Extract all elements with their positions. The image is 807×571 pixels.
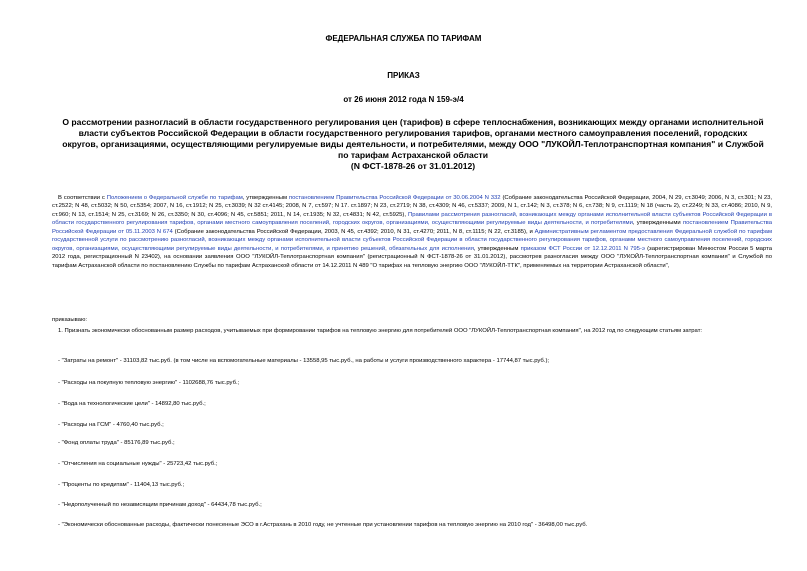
order-word: приказываю: bbox=[52, 317, 88, 323]
agency-title: ФЕДЕРАЛЬНАЯ СЛУЖБА ПО ТАРИФАМ bbox=[325, 34, 482, 43]
preamble-paragraph bbox=[52, 194, 772, 270]
doc-subject bbox=[58, 117, 768, 172]
link-admin-regulation[interactable]: Административным регламентом предоставления Федеральной службой по тарифам государственной услуги по рассмотрению разногласий, возникающих между органами исполнительной власти субъектов Российской Федерации в области государственного регулирования тарифов, органами местного самоуправления поселений, городских округов, организациями, осуществляющими регулируемые виды деятельности, и потребителями, и принятию решений, обязательных для исполнения bbox=[52, 228, 772, 252]
expense-item: - "Экономически обоснованные расходы, фактически понесенные ЭСО в г.Астрахань в 2010 году, не учтенные при установлении тарифов на тепловую энергию на 2010 год" - 36498,00 тыс.руб. bbox=[58, 522, 588, 528]
preamble-text: В соответствии с bbox=[58, 195, 107, 201]
preamble-text: , утвержденным bbox=[242, 195, 289, 201]
subject-line: власти субъектов Российской Федерации в области государственного регулирования тарифов, органами местного самоуправления поселений, городских bbox=[78, 128, 748, 138]
subject-line: (N ФСТ-1878-26 от 31.01.2012) bbox=[350, 161, 476, 171]
preamble-text: , утвержденным bbox=[473, 245, 521, 252]
link-dispute-rules[interactable]: Правилами рассмотрения разногласий, возникающих между органами исполнительной власти субъектов Российской Федерации в области государственного регулирования тарифов, органами местного самоуправления поселений, городских округов, организациями, осуществляющими регулируемые виды деятельности, и потребителями bbox=[52, 211, 772, 227]
link-resolution-674[interactable]: постановлением Правительства Российской Федерации от 05.11.2003 N 674 bbox=[52, 220, 773, 235]
expense-item: - "Проценты по кредитам" - 11404,13 тыс.руб.; bbox=[58, 482, 185, 488]
expense-item: - "Отчисления на социальные нужды" - 25723,42 тыс.руб.; bbox=[58, 461, 218, 467]
expense-item: - "Расходы на покупную тепловую энергию" - 1102688,76 тыс.руб.; bbox=[58, 380, 240, 386]
link-fst-regulation[interactable]: Положением о Федеральной службе по тарифам bbox=[106, 195, 243, 201]
preamble-text: (зарегистрирован Минюстом России 5 марта 2012 года, регистрационный N 23402), на основании заявления ООО "ЛУКОЙЛ-Теплотранспортная компания" (регистрационный N ФСТ-1878-26 от 31.01.2012), рассмотрев разногласия между ООО "ЛУКОЙЛ-Теплотранспортная компания" и Службой по тарифам Астраханской области по постановлению Службы по тарифам Астраханской области от 14.12.2011 N 489 "О тарифах на тепловую энергию ООО "ЛУКОЙЛ-ТТК", применяемых на территории Астраханской области", bbox=[52, 245, 772, 269]
expense-item: - "Расходы на ГСМ" - 4760,40 тыс.руб.; bbox=[58, 422, 164, 428]
preamble-text: , утвержденными bbox=[632, 220, 683, 227]
subject-line: О рассмотрении разногласий в области государственного регулирования цен (тарифов) в сфере теплоснабжения, возникающих между органами исполнительной bbox=[62, 117, 764, 127]
expense-item: - "Недополученный по независящим причинам доход" - 64434,78 тыс.руб.; bbox=[58, 502, 262, 508]
subject-line: по тарифам Астраханской области bbox=[338, 150, 488, 160]
doc-date-number: от 26 июня 2012 года N 159-э/4 bbox=[343, 95, 464, 104]
item-1: 1. Признать экономически обоснованным размер расходов, учитываемых при формировании тарифов на тепловую энергию для потребителей ООО "ЛУКОЙЛ-Теплотранспортная компания", на 2012 год по следующим статьям затрат: bbox=[58, 328, 703, 334]
link-order-795[interactable]: приказом ФСТ России от 12.12.2011 N 795-э bbox=[520, 245, 645, 252]
expense-item: - "Вода на технологические цели" - 14892,80 тыс.руб.; bbox=[58, 401, 206, 407]
expense-item: - "Затраты на ремонт" - 31103,82 тыс.руб. (в том числе на вспомогательные материалы - 13558,95 тыс.руб., на работы и услуги производственного характера - 17744,87 тыс.руб.); bbox=[58, 358, 550, 364]
doc-type: ПРИКАЗ bbox=[387, 71, 420, 80]
subject-line: округов, организациями, осуществляющими регулируемые виды деятельности, и потребителями, между ООО "ЛУКОЙЛ-Теплотранспортная компания" и Службой bbox=[62, 139, 764, 149]
link-resolution-332[interactable]: постановлением Правительства Российской Федерации от 30.06.2004 N 332 bbox=[288, 195, 501, 201]
preamble-text: (Собрание законодательства Российской Федерации, 2004, N 29, ст.3049; 2006, N 3, ст.301; N 23, ст.2522; N 48, ст.5032; N 50, ст.5354; 2007, N 16, ст.1912; N 25, ст.3039; N 32 ст.4145; 2008, N 7, ст.597; N 17. ст.1897; N 23, ст.2719; N 38, ст.4309; N 46, ст.5337; 2009, N 1, ст.142; N 3, ст.378; N 6, ст.738; N 9, ст.1119; N 18 (часть 2), ст.2249; N 33, ст.4086; 2010, N 9, ст.960; N 13, ст.1514; N 25, ст.3169; N 26, ст.3350; N 30, ст.4096; N 45, ст.5851; 2011, N 14, ст.1935; N 32, ст.4831; N 42, ст.5925), bbox=[52, 195, 773, 218]
preamble-text: (Собрание законодательства Российской Федерации, 2003, N 45, ст.4392; 2010, N 31, ст.4270; 2011, N 8, ст.1115; N 22, ст.3185), и bbox=[172, 228, 535, 235]
expense-item: - "Фонд оплаты труда" - 85176,89 тыс.руб.; bbox=[58, 440, 175, 446]
